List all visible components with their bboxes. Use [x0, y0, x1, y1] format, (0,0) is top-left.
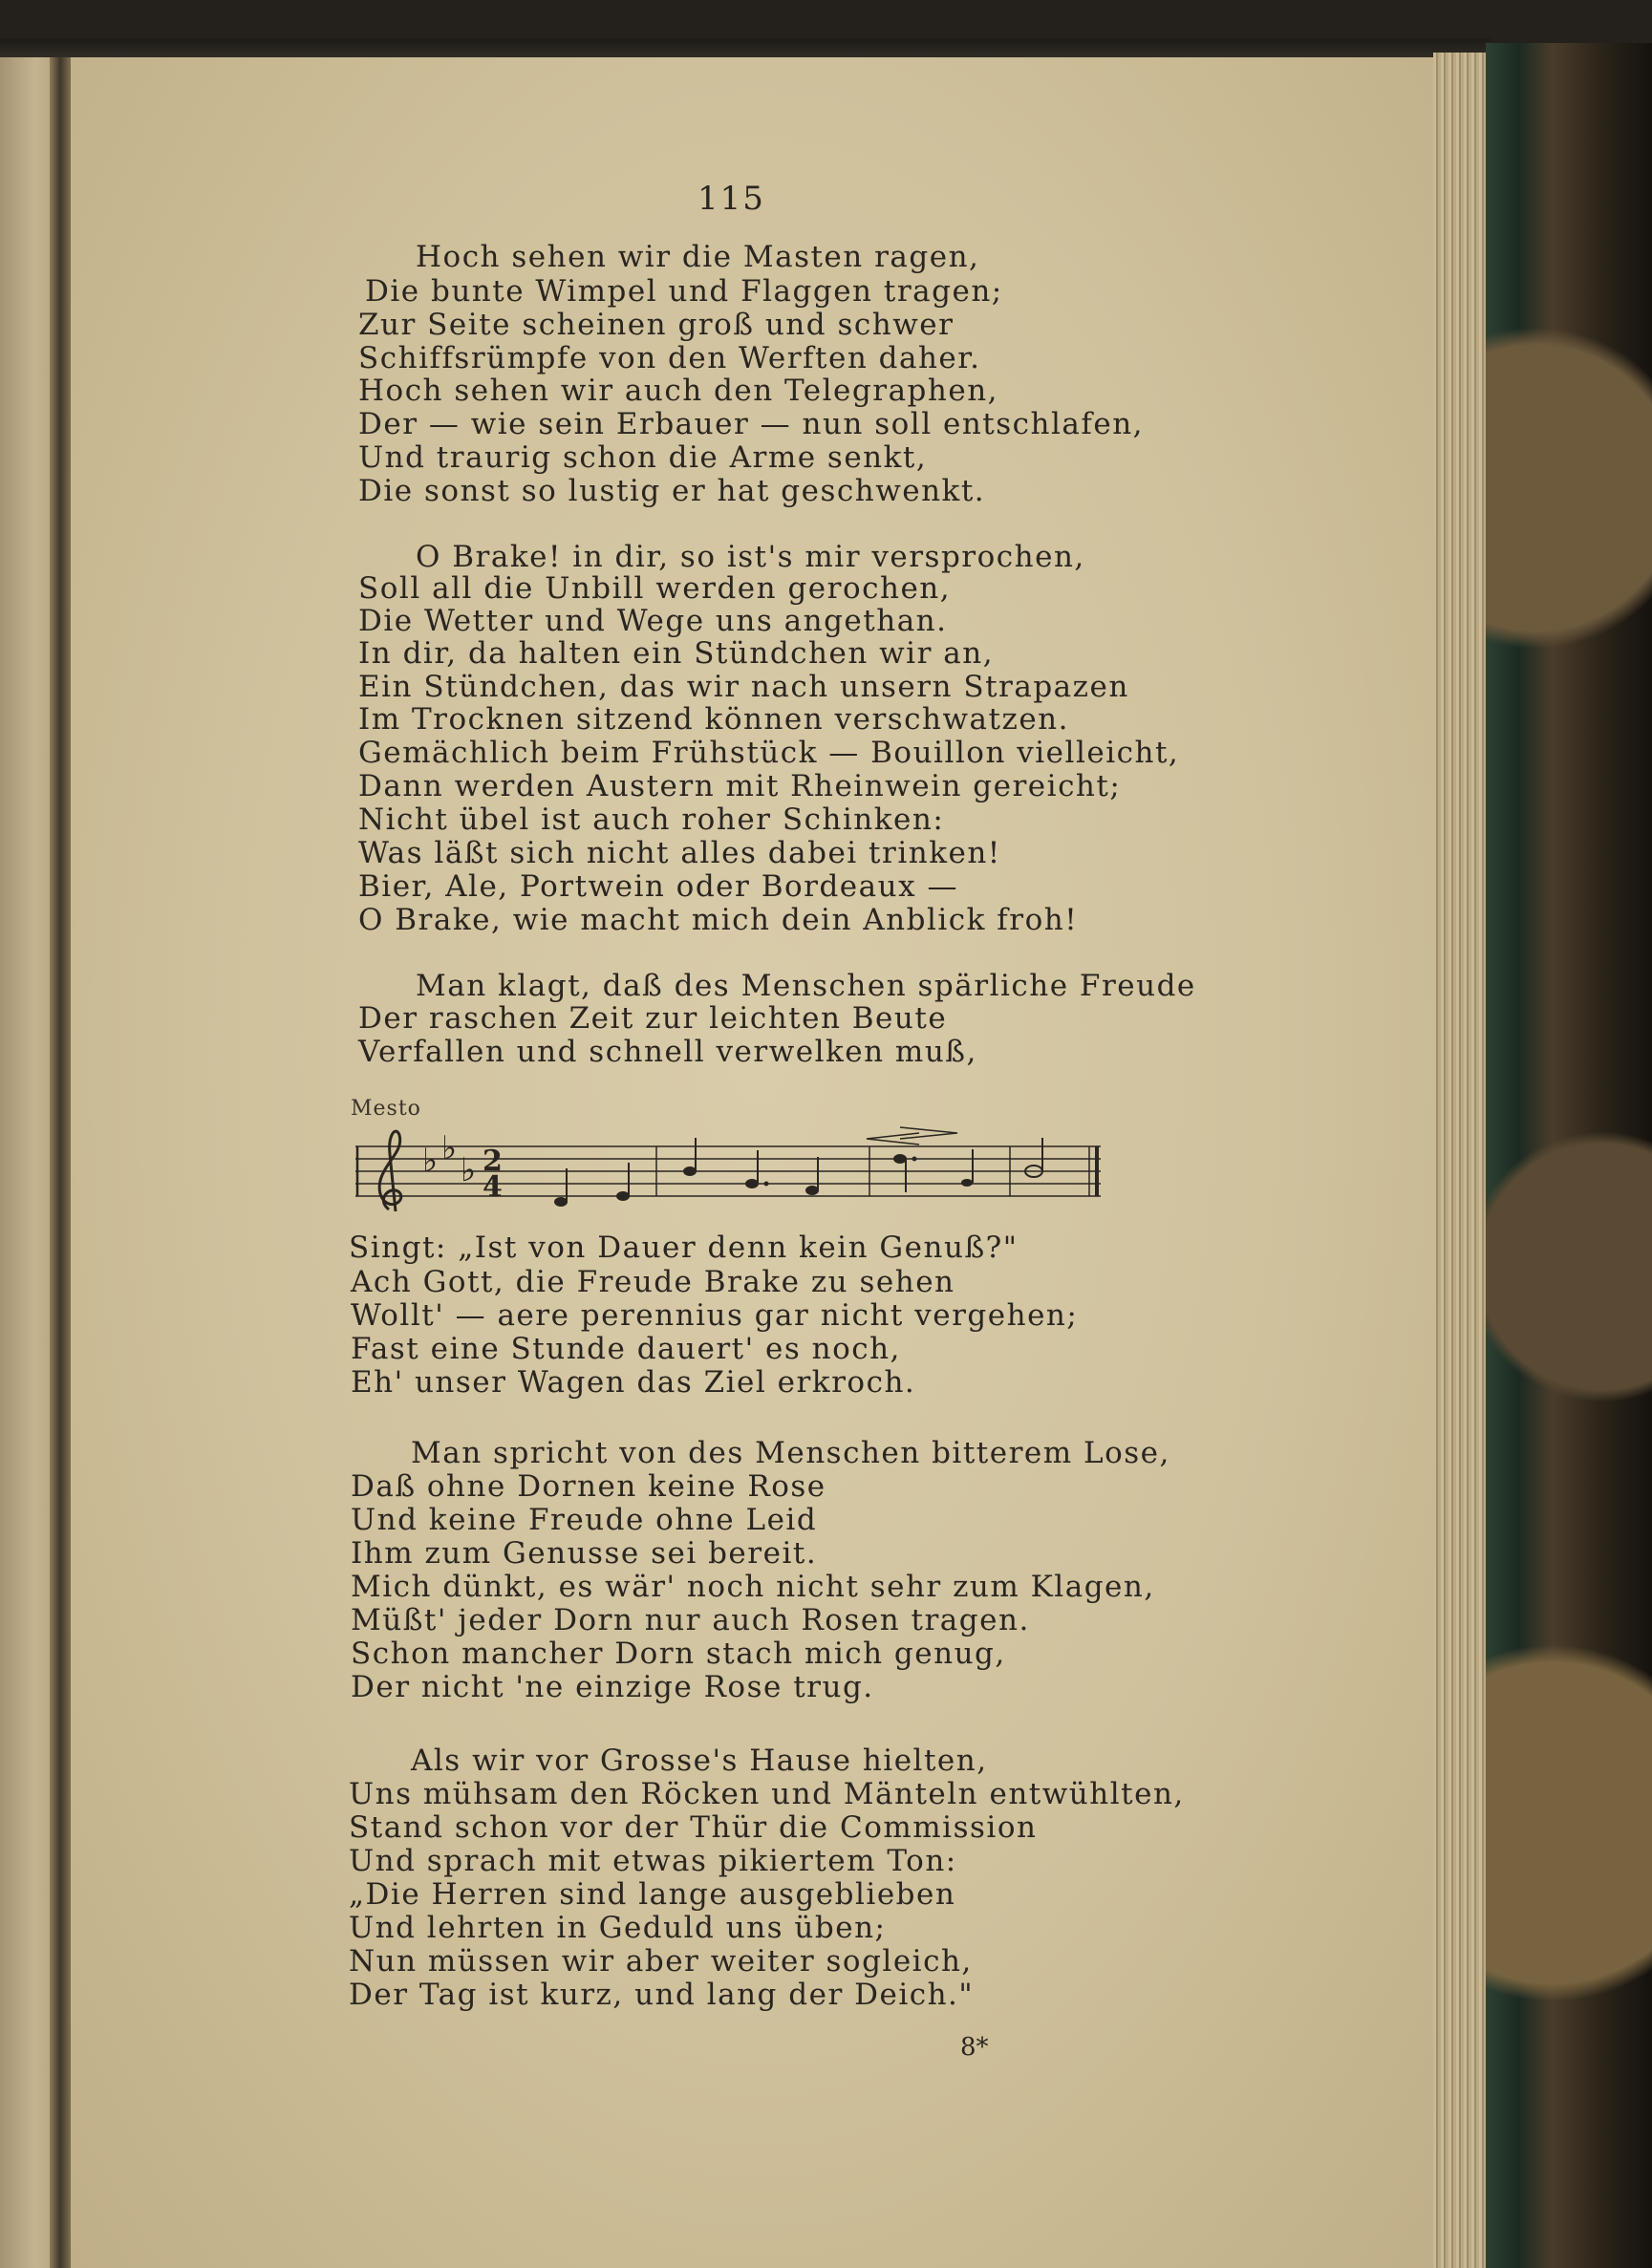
poem-line: Fast eine Stunde dauert' es noch, [351, 1332, 901, 1366]
poem-line: Eh' unser Wagen das Ziel erkroch. [351, 1365, 916, 1400]
poem-line: Ein Stündchen, das wir nach unsern Strapazen [358, 670, 1129, 704]
poem-line: Der Tag ist kurz, und lang der Deich." [349, 1978, 975, 2012]
poem-line: Der nicht 'ne einzige Rose trug. [351, 1670, 874, 1704]
poem-line: Nun müssen wir aber weiter sogleich, [349, 1944, 973, 1979]
poem-line: Daß ohne Dornen keine Rose [351, 1469, 826, 1504]
poem-line: Mich dünkt, es wär' noch nicht sehr zum Klagen, [351, 1570, 1155, 1604]
poem-line: Bier, Ale, Portwein oder Bordeaux — [358, 869, 958, 904]
poem-line: Müßt' jeder Dorn nur auch Rosen tragen. [351, 1603, 1030, 1637]
poem-line: Stand schon vor der Thür die Commission [349, 1810, 1038, 1845]
poem-line: Hoch sehen wir auch den Telegraphen, [358, 374, 999, 408]
svg-text:♭: ♭ [441, 1129, 458, 1167]
poem-line: Zur Seite scheinen groß und schwer [358, 308, 955, 342]
poem-line: Schon mancher Dorn stach mich genug, [351, 1637, 1006, 1671]
marbled-cover [1486, 43, 1652, 2268]
poem-line: Singt: „Ist von Dauer denn kein Genuß?" [349, 1230, 1019, 1265]
poem-line: Und traurig schon die Arme senkt, [358, 440, 928, 475]
time-signature-bottom: 4 [483, 1170, 503, 1204]
poem-line: Und sprach mit etwas pikiertem Ton: [349, 1844, 957, 1878]
tempo-marking: Mesto [351, 1097, 421, 1121]
page-number: 115 [697, 180, 765, 218]
poem-line: Man klagt, daß des Menschen spärliche Freude [416, 969, 1196, 1003]
poem-line: Der — wie sein Erbauer — nun soll entschlafen, [358, 407, 1145, 441]
poem-line: Hoch sehen wir die Masten ragen, [416, 240, 980, 274]
poem-line: „Die Herren sind lange ausgeblieben [349, 1877, 956, 1912]
poem-line: Man spricht von des Menschen bitterem Lose, [411, 1436, 1170, 1470]
poem-line: Als wir vor Grosse's Hause hielten, [411, 1744, 988, 1778]
poem-line: Soll all die Unbill werden gerochen, [358, 571, 952, 606]
poem-line: Die sonst so lustig er hat geschwenkt. [358, 474, 986, 508]
poem-line: Verfallen und schnell verwelken muß, [358, 1035, 977, 1069]
poem-line: Und lehrten in Geduld uns üben; [349, 1911, 887, 1945]
poem-line: Ach Gott, die Freude Brake zu sehen [351, 1265, 955, 1299]
poem-line: Schiffsrümpfe von den Werften daher. [358, 341, 981, 375]
poem-line: Und keine Freude ohne Leid [351, 1503, 818, 1537]
music-staff [346, 1125, 1110, 1221]
poem-line: In dir, da halten ein Stündchen wir an, [358, 636, 995, 671]
poem-line: Gemächlich beim Frühstück — Bouillon vielleicht, [358, 736, 1180, 770]
poem-line: Nicht übel ist auch roher Schinken: [358, 802, 945, 837]
svg-text:♭: ♭ [461, 1151, 477, 1189]
poem-line: Ihm zum Genusse sei bereit. [351, 1536, 818, 1571]
book-gutter [50, 57, 71, 2268]
poem-line: Der raschen Zeit zur leichten Beute [358, 1001, 948, 1036]
poem-line: Wollt' — aere perennius gar nicht vergehen; [351, 1298, 1079, 1333]
svg-text:♭: ♭ [422, 1142, 439, 1180]
poem-line: Uns mühsam den Röcken und Mänteln entwühlten, [349, 1777, 1185, 1811]
poem-line: O Brake! in dir, so ist's mir versprochen, [416, 540, 1085, 574]
time-signature-top: 2 [483, 1145, 503, 1178]
poem-line: Die bunte Wimpel und Flaggen tragen; [365, 274, 1003, 309]
poem-line: Die Wetter und Wege uns angethan. [358, 604, 948, 638]
poem-line: O Brake, wie macht mich dein Anblick froh! [358, 903, 1079, 937]
poem-line: Was läßt sich nicht alles dabei trinken! [358, 836, 1001, 870]
page-stack-edge [1433, 53, 1491, 2268]
poem-line: Im Trocknen sitzend können verschwatzen. [358, 702, 1069, 737]
poem-line: Dann werden Austern mit Rheinwein gereicht; [358, 769, 1122, 803]
printer-signature: 8* [960, 2033, 989, 2062]
